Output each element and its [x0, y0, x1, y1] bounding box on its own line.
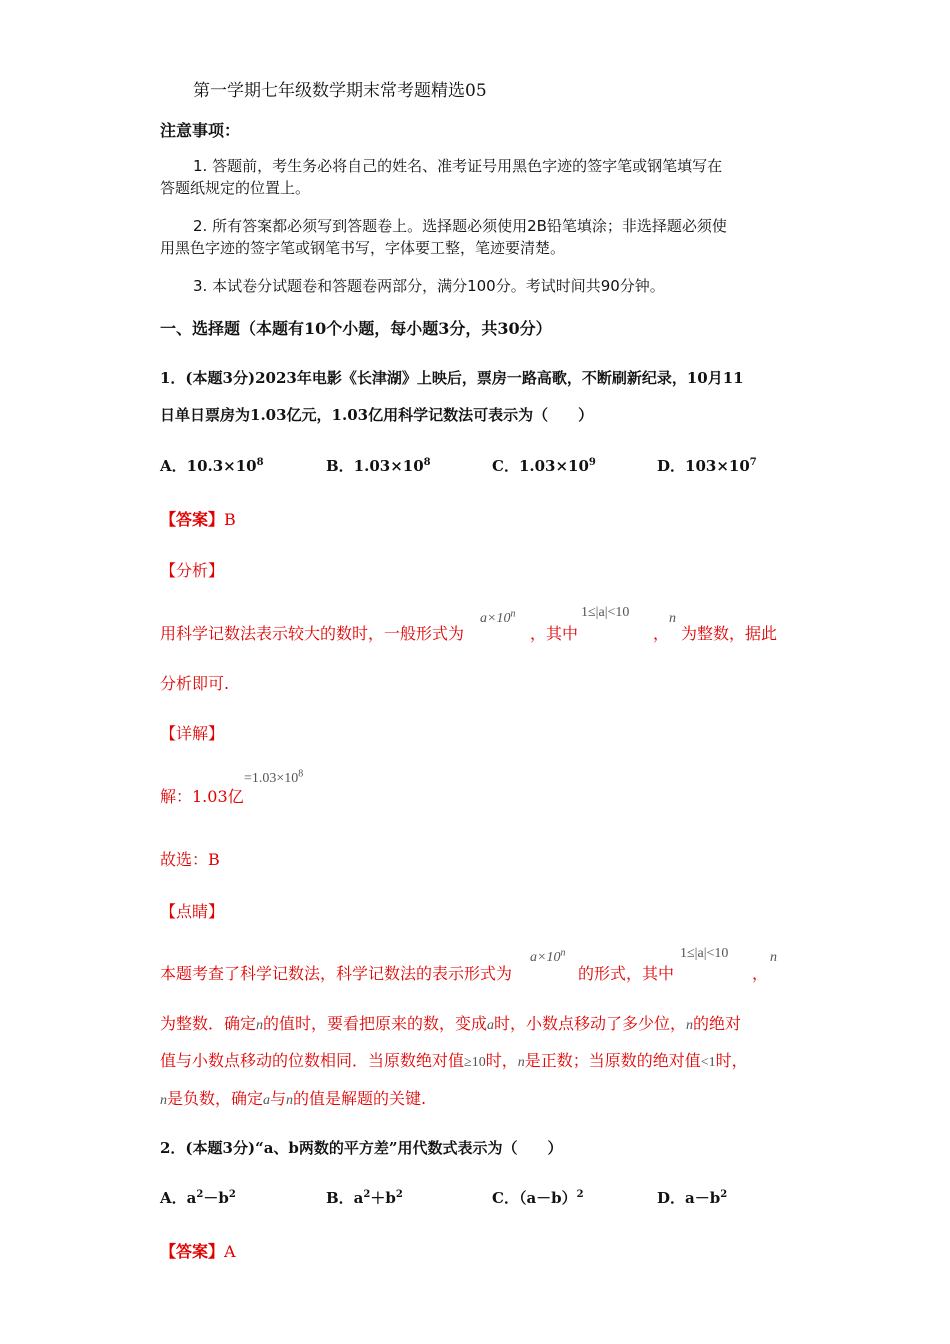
q2-option-c-text: C．（a－b） — [492, 1189, 577, 1207]
q1-option-c-text: C．1.03×10 — [492, 457, 589, 475]
q1-analysis-formula-2: 1≤|a|<10 — [581, 605, 630, 620]
q1-comment-l3-text-1: 值与小数点移动的位数相同．当原数绝对值 — [160, 1051, 465, 1070]
q1-analysis-text-4: 为整数，据此 — [681, 624, 778, 643]
q1-comment-l4-formula-3: n — [286, 1093, 294, 1108]
q1-option-c — [492, 455, 596, 476]
q1-analysis-text-2: ，其中 — [530, 624, 579, 643]
q1-comment-label: 【点睛】 — [160, 902, 225, 921]
q2-stem: 2．(本题3分)“a、b两数的平方差”用代数式表示为（ ） — [160, 1139, 563, 1157]
q1-comment-l1-text-1: 本题考查了科学记数法，科学记数法的表示形式为 — [160, 964, 513, 983]
q1-comment-l2-formula-2: a — [487, 1018, 495, 1033]
q1-comment-l1-formula-2: 1≤|a|<10 — [680, 946, 729, 961]
q1-option-b — [326, 455, 431, 476]
q1-answer — [160, 507, 236, 530]
q2-option-a-mid: －b — [203, 1189, 229, 1207]
q1-comment-l3-formula-3: <1 — [700, 1055, 716, 1070]
q1-analysis-formula-1-base: a×10 — [480, 611, 511, 626]
q1-analysis-line-2: 分析即可. — [160, 674, 230, 693]
q1-analysis-formula-1 — [480, 608, 516, 627]
q1-detail-formula — [244, 768, 304, 787]
q1-comment-l3-text-2: 时， — [485, 1051, 518, 1070]
q2-option-d-exp: 2 — [720, 1189, 728, 1200]
q2-option-a-exp-2: 2 — [228, 1189, 236, 1200]
q1-comment-l4-text-1: 是负数，确定 — [167, 1089, 264, 1108]
q1-option-a-exp: 8 — [256, 457, 264, 468]
q1-analysis-text-1: 用科学记数法表示较大的数时，一般形式为 — [160, 624, 465, 643]
q1-option-d-exp: 7 — [749, 457, 757, 468]
q1-stem-line-1: 1．(本题3分)2023年电影《长津湖》上映后，票房一路高歌，不断刷新纪录，10月11 — [160, 369, 744, 387]
q1-option-a-text: A．10.3×10 — [160, 457, 257, 475]
q1-analysis-text-3: ， — [653, 624, 670, 643]
q2-option-b-text: B．a — [326, 1189, 364, 1207]
q1-comment-line-4 — [160, 1086, 426, 1109]
q1-detail-formula-base: =1.03×10 — [244, 771, 299, 786]
q2-option-c-exp: 2 — [576, 1189, 584, 1200]
q1-comment-l4-formula-1: n — [160, 1093, 167, 1108]
q2-answer — [160, 1239, 236, 1262]
q1-choose: 故选：B — [160, 850, 220, 869]
q2-option-b-mid: ＋b — [370, 1189, 396, 1207]
q1-comment-l3-formula-1: ≥10 — [464, 1055, 486, 1070]
q2-option-d-text: D．a－b — [657, 1189, 721, 1207]
q2-option-a-text: A．a — [160, 1189, 197, 1207]
q1-comment-l3-text-3: 是正数；当原数的绝对值 — [524, 1051, 701, 1070]
q1-comment-l4-text-3: 的值是解题的关键. — [293, 1089, 427, 1108]
q1-comment-l2-text-4: 的绝对 — [693, 1014, 742, 1033]
q1-comment-l1-text-3: ， — [752, 964, 769, 983]
q2-answer-label: 【答案】 — [160, 1242, 225, 1261]
q1-detail-label: 【详解】 — [160, 724, 225, 743]
q1-analysis-label: 【分析】 — [160, 561, 225, 580]
q1-comment-l2-formula-1: n — [256, 1018, 264, 1033]
q1-comment-l1-formula-1 — [530, 947, 566, 966]
q1-comment-l4-formula-2: a — [263, 1093, 271, 1108]
q1-comment-line-2 — [160, 1011, 741, 1034]
notice-heading: 注意事项： — [160, 121, 241, 140]
q1-comment-l2-text-1: 为整数．确定 — [160, 1014, 257, 1033]
q1-answer-value: B — [224, 510, 236, 529]
q1-comment-l2-text-3: 时，小数点移动了多少位， — [494, 1014, 687, 1033]
q2-option-d — [657, 1187, 727, 1208]
notice-item-3: 3. 本试卷分试题卷和答题卷两部分，满分100分。考试时间共90分钟。 — [193, 277, 665, 295]
q2-option-b-exp-1: 2 — [363, 1189, 371, 1200]
q2-answer-value: A — [224, 1242, 236, 1261]
q1-comment-l4-text-2: 与 — [270, 1089, 287, 1108]
q1-detail-formula-exp: 8 — [298, 768, 304, 780]
q1-option-a — [160, 455, 264, 476]
q2-option-c — [492, 1187, 584, 1208]
q2-option-b — [326, 1187, 403, 1208]
q1-option-d-text: D．103×10 — [657, 457, 750, 475]
notice-item-2-line-2: 用黑色字迹的签字笔或钢笔书写，字体要工整，笔迹要清楚。 — [160, 239, 566, 257]
q1-analysis-formula-3: n — [669, 611, 676, 626]
notice-item-1-line-1: 1. 答题前，考生务必将自己的姓名、准考证号用黑色字迹的签字笔或钢笔填写在 — [193, 157, 723, 175]
q1-stem-line-2: 日单日票房为1.03亿元，1.03亿用科学记数法可表示为（ ） — [160, 406, 594, 424]
q1-option-b-text: B．1.03×10 — [326, 457, 424, 475]
q1-comment-l2-formula-3: n — [686, 1018, 694, 1033]
q1-comment-l1-formula-1-base: a×10 — [530, 950, 561, 965]
notice-item-1-line-2: 答题纸规定的位置上。 — [160, 179, 311, 197]
q1-analysis-line-1 — [160, 621, 464, 644]
q2-option-b-exp-2: 2 — [395, 1189, 403, 1200]
section-heading: 一、选择题（本题有10个小题，每小题3分，共30分） — [160, 319, 552, 338]
q1-option-d — [657, 455, 757, 476]
q1-comment-l3-formula-2: n — [517, 1055, 525, 1070]
notice-item-2-line-1: 2. 所有答案都必须写到答题卷上。选择题必须使用2B铅笔填涂；非选择题必须使 — [193, 217, 727, 235]
q1-option-b-exp: 8 — [423, 457, 431, 468]
q1-comment-l1-formula-3: n — [770, 950, 777, 965]
q2-option-a-exp-1: 2 — [196, 1189, 204, 1200]
q1-comment-line-3 — [160, 1048, 748, 1071]
q1-comment-l1-text-2: 的形式，其中 — [578, 964, 675, 983]
q1-answer-label: 【答案】 — [160, 510, 225, 529]
q1-comment-l2-text-2: 的值时，要看把原来的数，变成 — [263, 1014, 488, 1033]
q1-option-c-exp: 9 — [588, 457, 596, 468]
q1-comment-l1-formula-1-exp: n — [560, 947, 566, 959]
q1-analysis-formula-1-exp: n — [510, 608, 516, 620]
q1-detail-text: 解：1.03亿 — [160, 787, 244, 806]
q2-option-a — [160, 1187, 236, 1208]
q1-comment-l3-text-4: 时， — [715, 1051, 748, 1070]
page-title: 第一学期七年级数学期末常考题精选05 — [193, 81, 487, 101]
